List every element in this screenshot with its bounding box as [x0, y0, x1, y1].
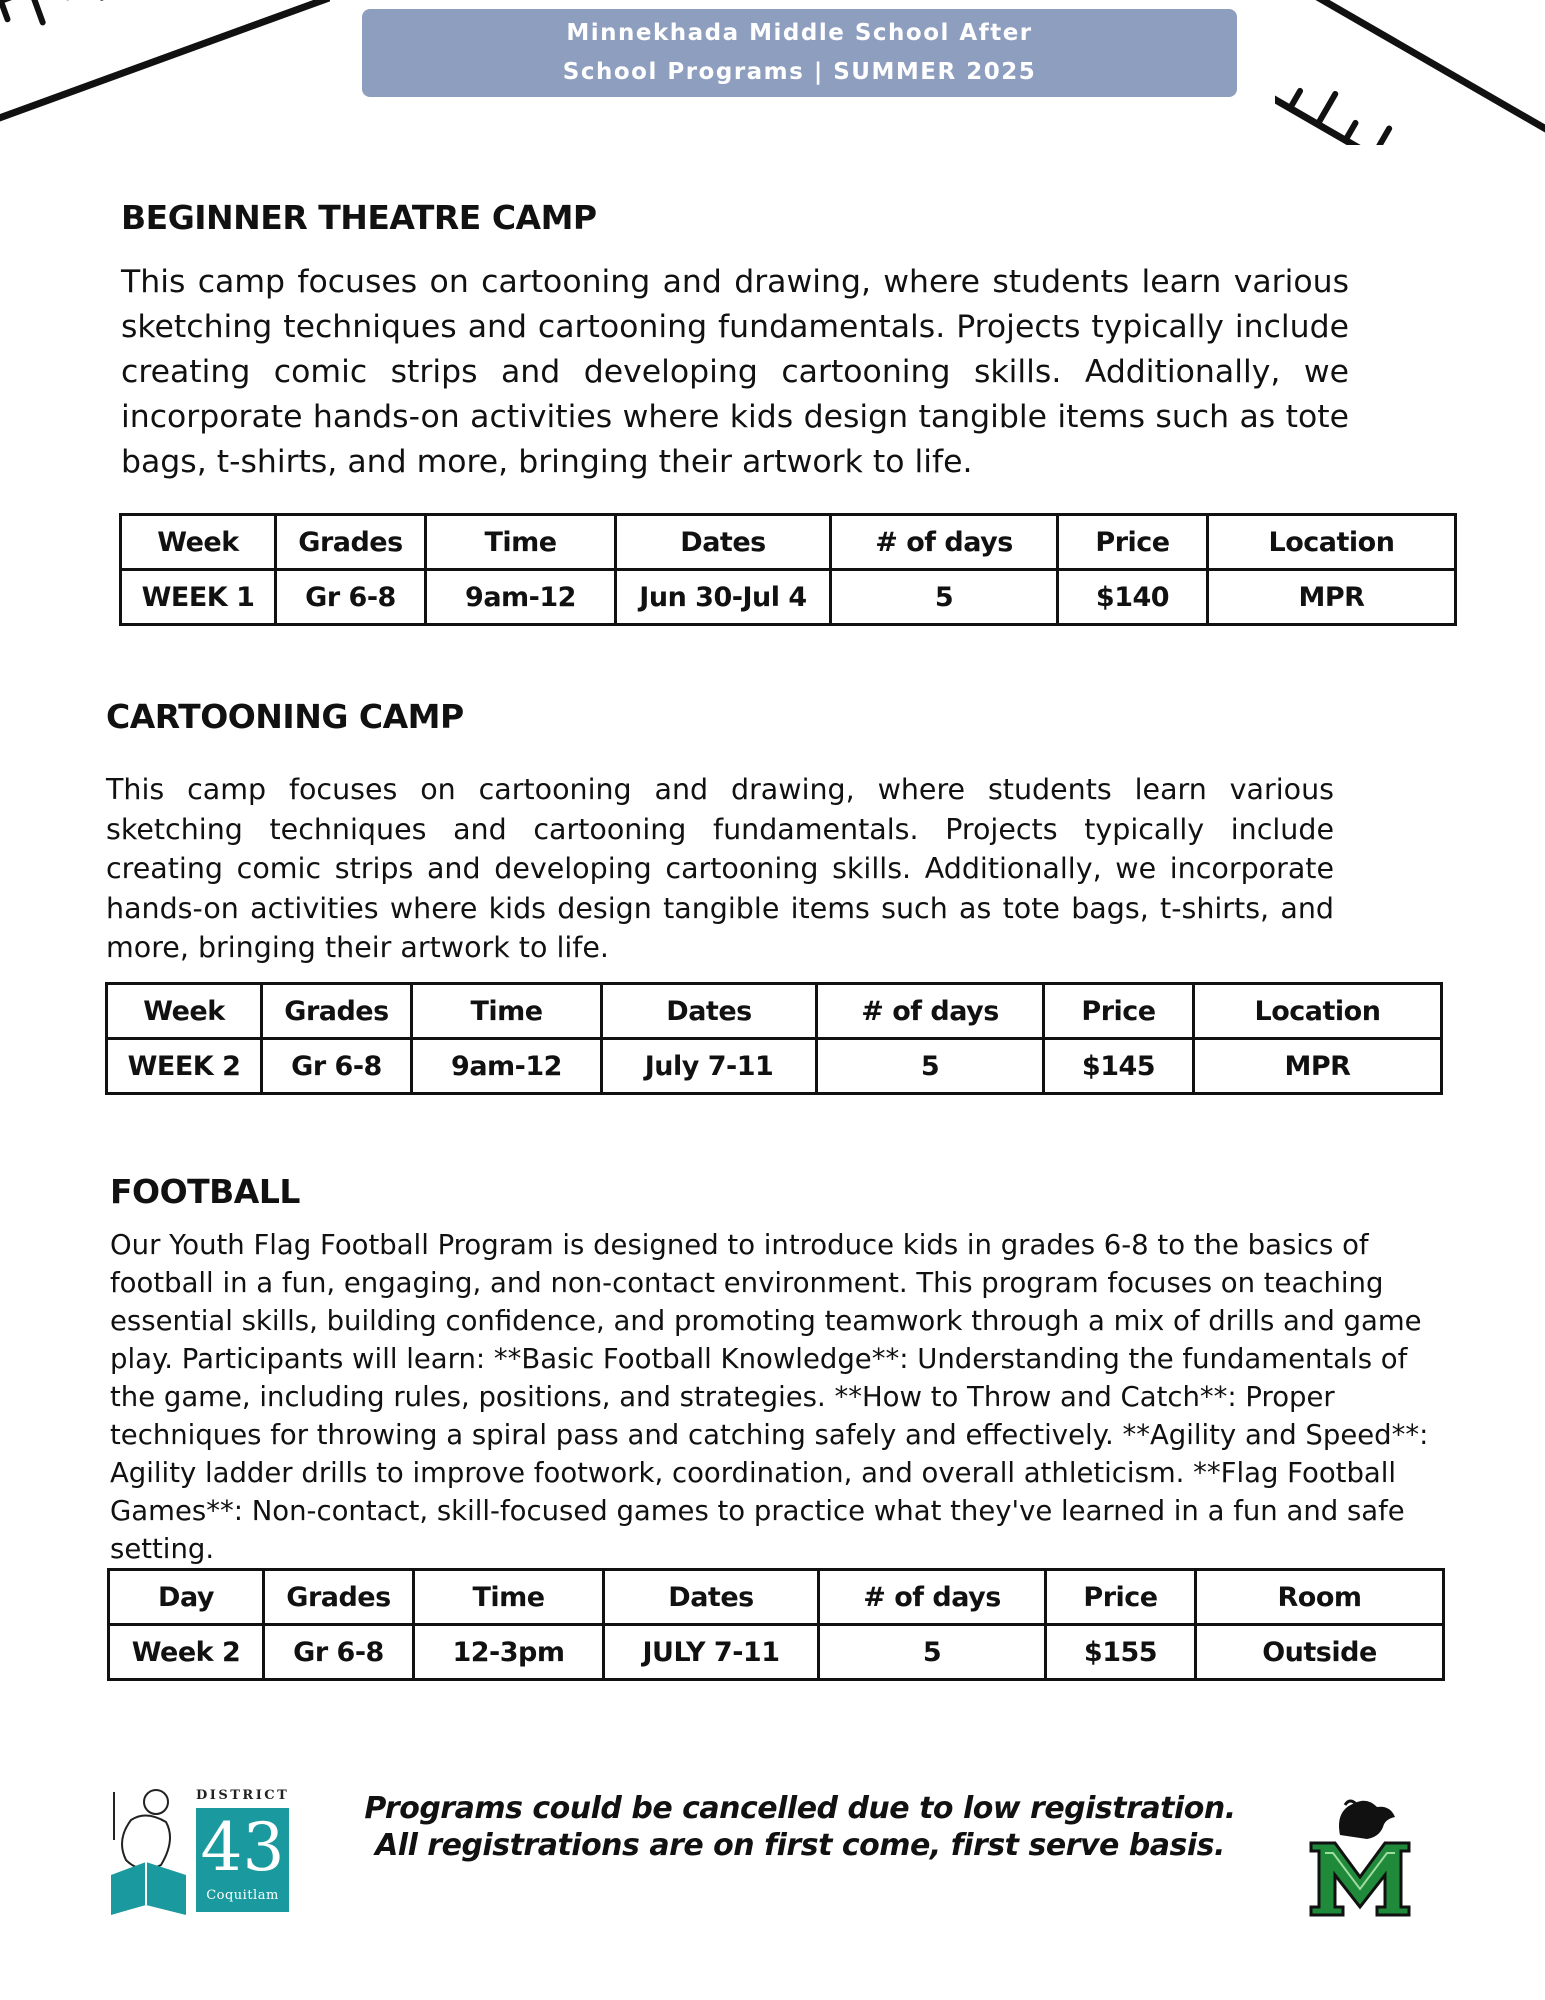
table-cell-days: 5: [831, 570, 1058, 625]
header-banner: [362, 9, 1237, 97]
reading-person-icon: [106, 1780, 201, 1920]
table-header-cell: Week: [121, 515, 276, 570]
schedule-table-theatre: [119, 513, 1457, 626]
table-cell-days: 5: [817, 1039, 1044, 1094]
district-43-logo: [106, 1780, 296, 1920]
table-cell-price: $145: [1044, 1039, 1194, 1094]
table-cell-dates: Jun 30-Jul 4: [616, 570, 831, 625]
ruler-left-decoration: [0, 0, 330, 145]
table-header-cell: Time: [414, 1570, 604, 1625]
notice-line1: Programs could be cancelled due to low registration.: [364, 1791, 1236, 1826]
table-header-row: [107, 984, 1442, 1039]
table-header-cell: Grades: [276, 515, 426, 570]
section-title-cartooning: CARTOONING CAMP: [106, 697, 464, 736]
table-cell-room: Outside: [1196, 1625, 1444, 1680]
table-cell-days: 5: [819, 1625, 1046, 1680]
table-row: [109, 1625, 1444, 1680]
ruler-right-decoration: [1275, 0, 1545, 145]
mustang-m-logo: [1305, 1795, 1415, 1920]
table-header-cell: Dates: [602, 984, 817, 1039]
schedule-table-cartooning: [105, 982, 1443, 1095]
table-cell-time: 12-3pm: [414, 1625, 604, 1680]
table-header-cell: Location: [1194, 984, 1442, 1039]
table-header-cell: # of days: [817, 984, 1044, 1039]
table-header-cell: Price: [1058, 515, 1208, 570]
table-header-cell: Week: [107, 984, 262, 1039]
table-cell-location: MPR: [1208, 570, 1456, 625]
table-cell-week: WEEK 1: [121, 570, 276, 625]
district-number-box: [196, 1808, 289, 1912]
table-header-cell: Dates: [604, 1570, 819, 1625]
district-word: DISTRICT: [196, 1788, 290, 1803]
table-header-row: [121, 515, 1456, 570]
table-row: [107, 1039, 1442, 1094]
table-cell-dates: July 7-11: [602, 1039, 817, 1094]
table-row: [121, 570, 1456, 625]
table-cell-dates: JULY 7-11: [604, 1625, 819, 1680]
table-cell-grades: Gr 6-8: [264, 1625, 414, 1680]
district-number: 43: [200, 1809, 285, 1886]
header-title-line2: School Programs | SUMMER 2025: [562, 59, 1037, 85]
section-description-football: Our Youth Flag Football Program is designed to introduce kids in grades 6-8 to the basics of football in a fun, engaging, and non-contact environment. This program focuses on teaching essential skills, building confidence, and promoting teamwork through a mix of drills and game play. Participants will learn: **Basic Football Knowledge**: Understanding the fundamentals of the game, including rules, positions, and strategies. **How to Throw and Catch**: Proper techniques for throwing a spiral pass and catching safely and effectively. **Agility and Speed**: Agility ladder drills to improve footwork, coordination, and overall athleticism. **Flag Football Games**: Non-contact, skill-focused games to practice what they've learned in a fun and safe setting.: [110, 1229, 1429, 1565]
table-cell-grades: Gr 6-8: [276, 570, 426, 625]
table-header-cell: Price: [1044, 984, 1194, 1039]
table-cell-price: $155: [1046, 1625, 1196, 1680]
section-title-theatre: BEGINNER THEATRE CAMP: [121, 198, 597, 237]
table-header-cell: Time: [426, 515, 616, 570]
table-header-cell: Price: [1046, 1570, 1196, 1625]
schedule-table-football: [107, 1568, 1445, 1681]
table-header-row: [109, 1570, 1444, 1625]
section-description-cartooning: This camp focuses on cartooning and drawing, where students learn various sketching techniques and cartooning fundamentals. Projects typically include creating comic strips and developing cartooning skills. Additionally, we incorporate hands-on activities where kids design tangible items such as tote bags, t-shirts, and more, bringing their artwork to life.: [106, 773, 1334, 964]
table-cell-week: WEEK 2: [107, 1039, 262, 1094]
district-city: Coquitlam: [206, 1888, 279, 1903]
header-title-line1: Minnekhada Middle School After: [566, 20, 1033, 46]
table-cell-location: MPR: [1194, 1039, 1442, 1094]
table-cell-time: 9am-12: [412, 1039, 602, 1094]
table-cell-time: 9am-12: [426, 570, 616, 625]
notice-line2: All registrations are on first come, first serve basis.: [375, 1828, 1225, 1863]
table-header-cell: Dates: [616, 515, 831, 570]
table-cell-day: Week 2: [109, 1625, 264, 1680]
table-header-cell: Day: [109, 1570, 264, 1625]
registration-notice: [360, 1790, 1240, 1864]
table-header-cell: Grades: [262, 984, 412, 1039]
section-title-football: FOOTBALL: [110, 1172, 300, 1211]
table-header-cell: Time: [412, 984, 602, 1039]
table-header-cell: Room: [1196, 1570, 1444, 1625]
table-cell-grades: Gr 6-8: [262, 1039, 412, 1094]
table-header-cell: Location: [1208, 515, 1456, 570]
table-header-cell: # of days: [819, 1570, 1046, 1625]
table-cell-price: $140: [1058, 570, 1208, 625]
section-description-theatre: This camp focuses on cartooning and drawing, where students learn various sketching techniques and cartooning fundamentals. Projects typically include creating comic strips and developing cartooning skills. Additionally, we incorporate hands-on activities where kids design tangible items such as tote bags, t-shirts, and more, bringing their artwork to life.: [121, 264, 1349, 480]
table-header-cell: Grades: [264, 1570, 414, 1625]
table-header-cell: # of days: [831, 515, 1058, 570]
